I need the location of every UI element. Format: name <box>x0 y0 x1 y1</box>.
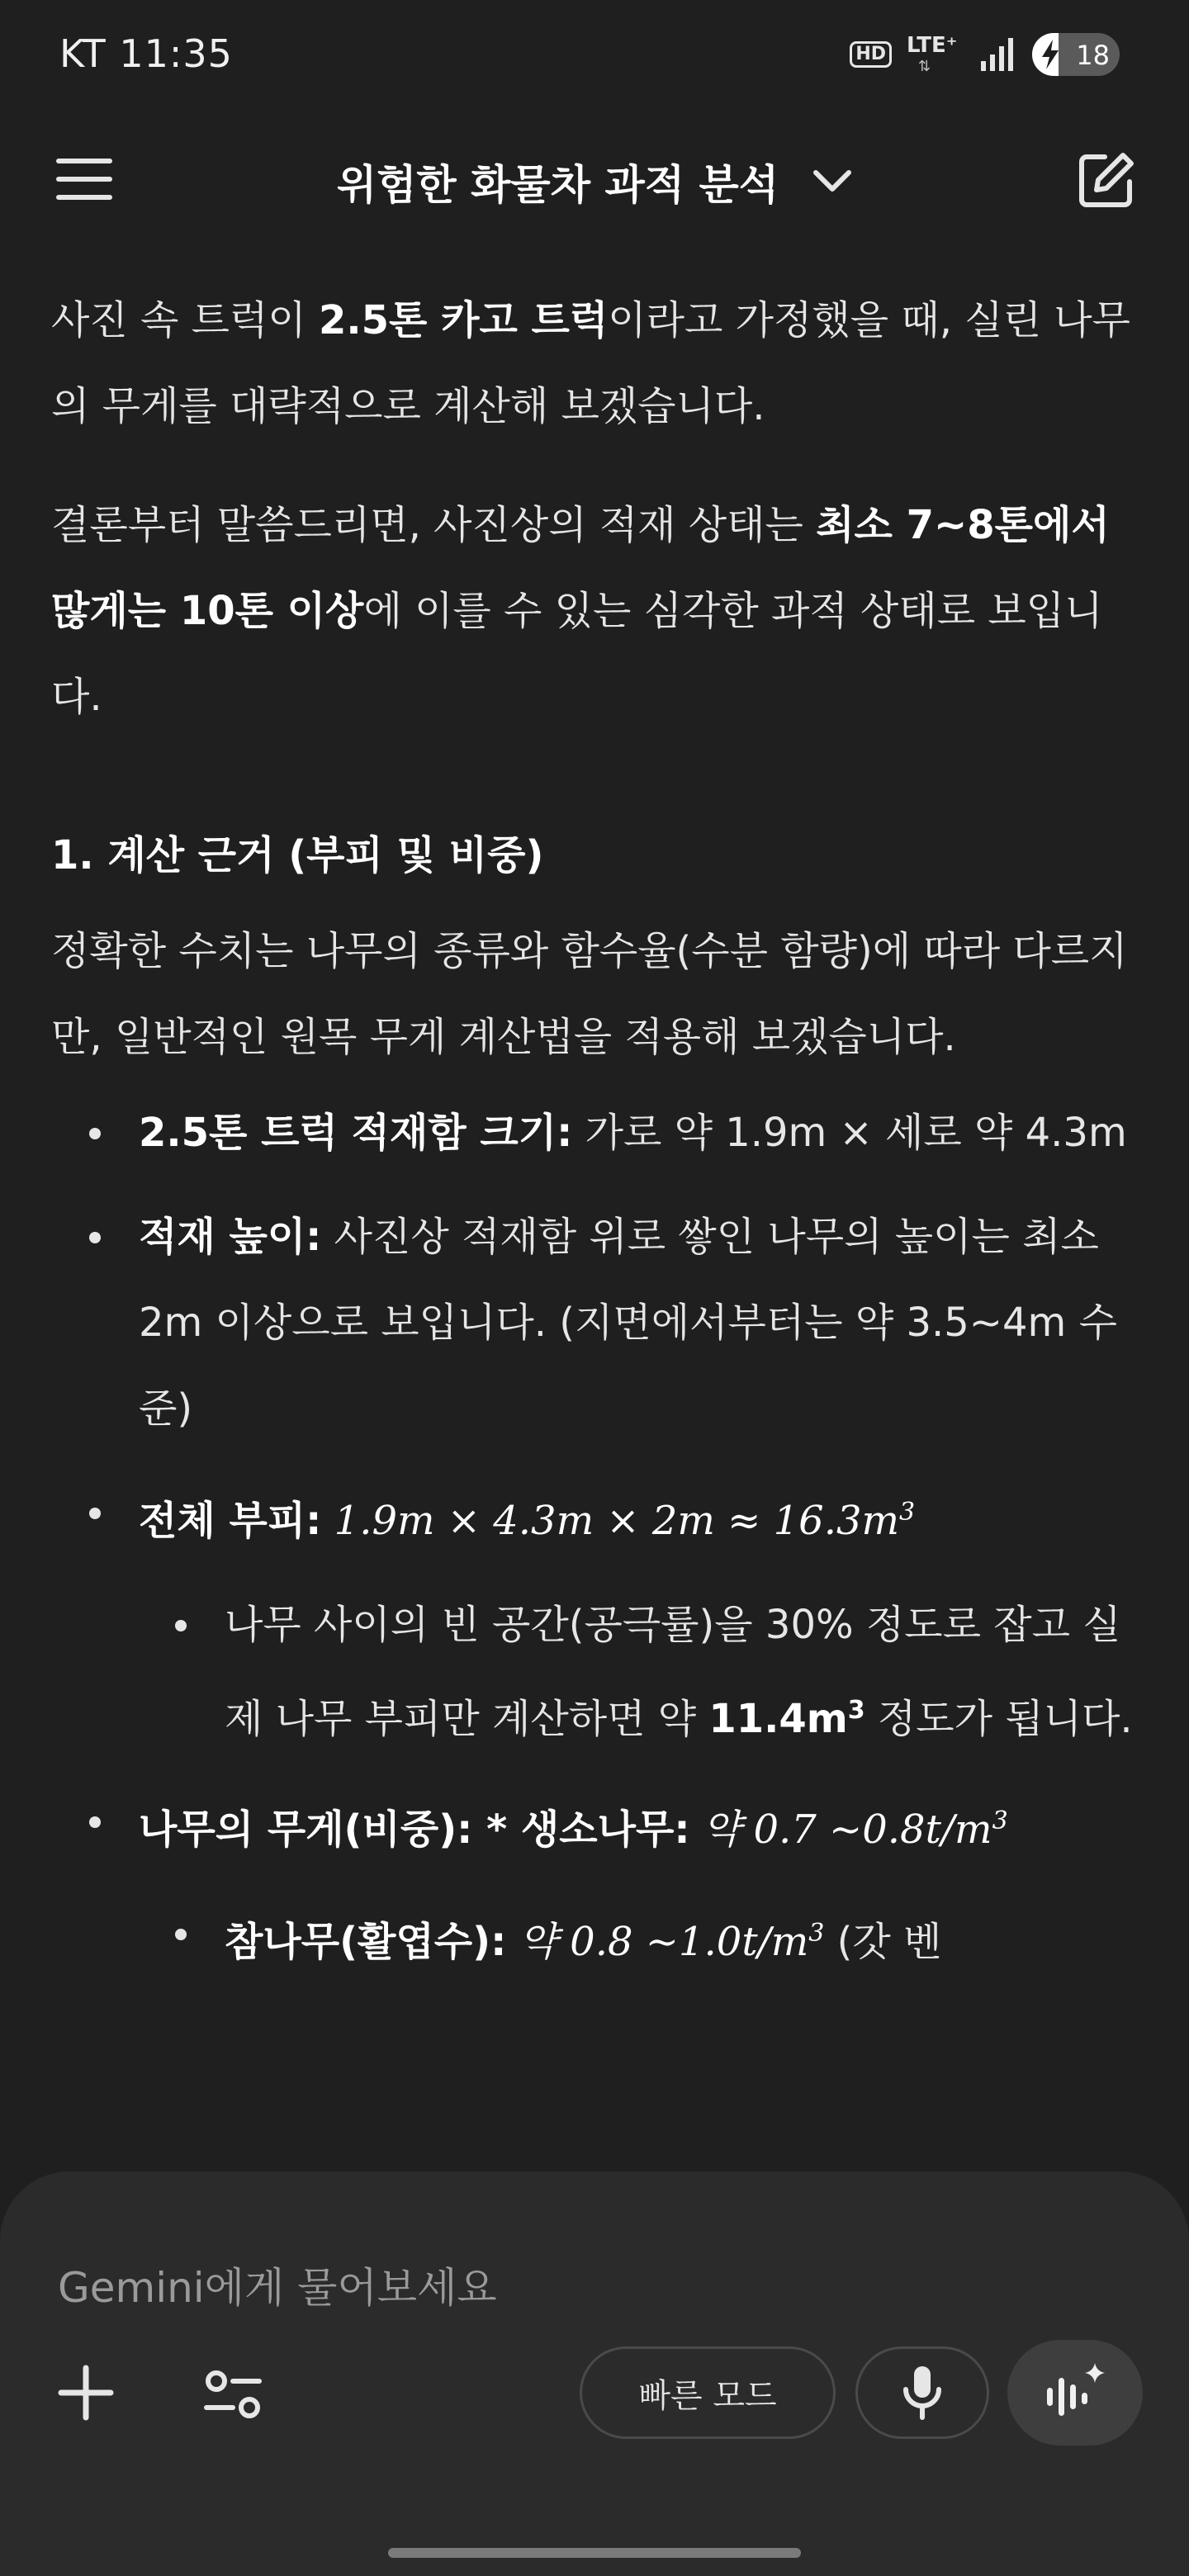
new-chat-button[interactable] <box>1077 150 1136 210</box>
live-icon <box>1042 2360 1108 2426</box>
density-formula: 약 0.8 $\sim 1.0t/m^3$ <box>506 1919 825 1965</box>
edit-icon <box>1077 150 1136 210</box>
prompt-input[interactable] <box>56 2254 1050 2322</box>
carrier-time: KT 11:35 <box>59 31 233 76</box>
tools-button[interactable] <box>198 2360 268 2429</box>
status-bar <box>0 0 1189 107</box>
list-item: 적재 높이: 사진상 적재함 위로 쌓인 나무의 높이는 최소 2m 이상으로 보입니다. (지면에서부터는 약 3.5~4m 수준) <box>51 1194 1141 1451</box>
volume-formula: $1.9m \times 4.3m \times 2m \approx 16.3m^3$ <box>321 1498 916 1544</box>
list-item: 나무 사이의 빈 공간(공극률)을 30% 정도로 잡고 실제 나무 부피만 계산하면 약 $11.4m^3$ 정도가 됩니다. <box>51 1582 1141 1762</box>
add-attachment-button[interactable] <box>51 2358 121 2427</box>
list-item: 참나무(활엽수): 약 0.8 $\sim 1.0t/m^3$ (갓 벤 <box>51 1891 1141 1985</box>
hd-voice-icon: HD <box>850 41 892 68</box>
status-icons <box>850 31 1120 78</box>
fast-mode-button[interactable]: 빠른 모드 <box>580 2346 836 2439</box>
conversation-title: 위험한 화물차 과적 분석 <box>336 161 779 209</box>
plus-icon <box>51 2358 121 2427</box>
section-paragraph: 정확한 수치는 나무의 종류와 함수율(수분 함량)에 따라 다르지만, 일반적인 원목 무게 계산법을 적용해 보겠습니다. <box>51 928 1128 1060</box>
response-content <box>51 277 1141 2001</box>
list-item: 나무의 무게(비중): * 생소나무: 약 0.7 $\sim 0.8t/m^3$ <box>51 1778 1141 1873</box>
live-button[interactable] <box>1007 2340 1143 2446</box>
app-header <box>0 132 1189 223</box>
conversation-title-dropdown[interactable] <box>0 152 1189 211</box>
calculation-list <box>51 1090 1141 1985</box>
battery-charging-icon <box>1032 33 1120 76</box>
section-title: 1. 계산 근거 (부피 및 비중) <box>51 832 544 878</box>
list-item: 2.5톤 트럭 적재함 크기: 가로 약 1.9m × 세로 약 4.3m <box>51 1090 1141 1176</box>
microphone-button[interactable] <box>855 2346 989 2439</box>
density-formula: 약 0.7 $\sim 0.8t/m^3$ <box>689 1807 1008 1853</box>
home-indicator[interactable] <box>388 2548 801 2558</box>
chevron-down-icon <box>812 169 852 194</box>
lte-icon: LTE⁺ ⇅ <box>907 33 958 75</box>
list-item: 전체 부피: $1.9m \times 4.3m \times 2m \approx 16.3m^3$ <box>51 1470 1141 1564</box>
composer-panel <box>0 2171 1189 2576</box>
tools-icon <box>198 2360 268 2429</box>
mic-icon <box>899 2365 945 2421</box>
signal-icon <box>979 36 1017 73</box>
lte-label: LTE⁺ <box>907 33 958 58</box>
conclusion-paragraph: 결론부터 말씀드리면, 사진상의 적재 상태는 최소 7~8톤에서 많게는 10톤 이상에 이를 수 있는 심각한 과적 상태로 보입니다. <box>51 502 1110 720</box>
intro-paragraph: 사진 속 트럭이 2.5톤 카고 트럭이라고 가정했을 때, 실린 나무의 무게를 대략적으로 계산해 보겠습니다. <box>51 297 1130 429</box>
battery-level: 18 <box>1076 40 1110 71</box>
